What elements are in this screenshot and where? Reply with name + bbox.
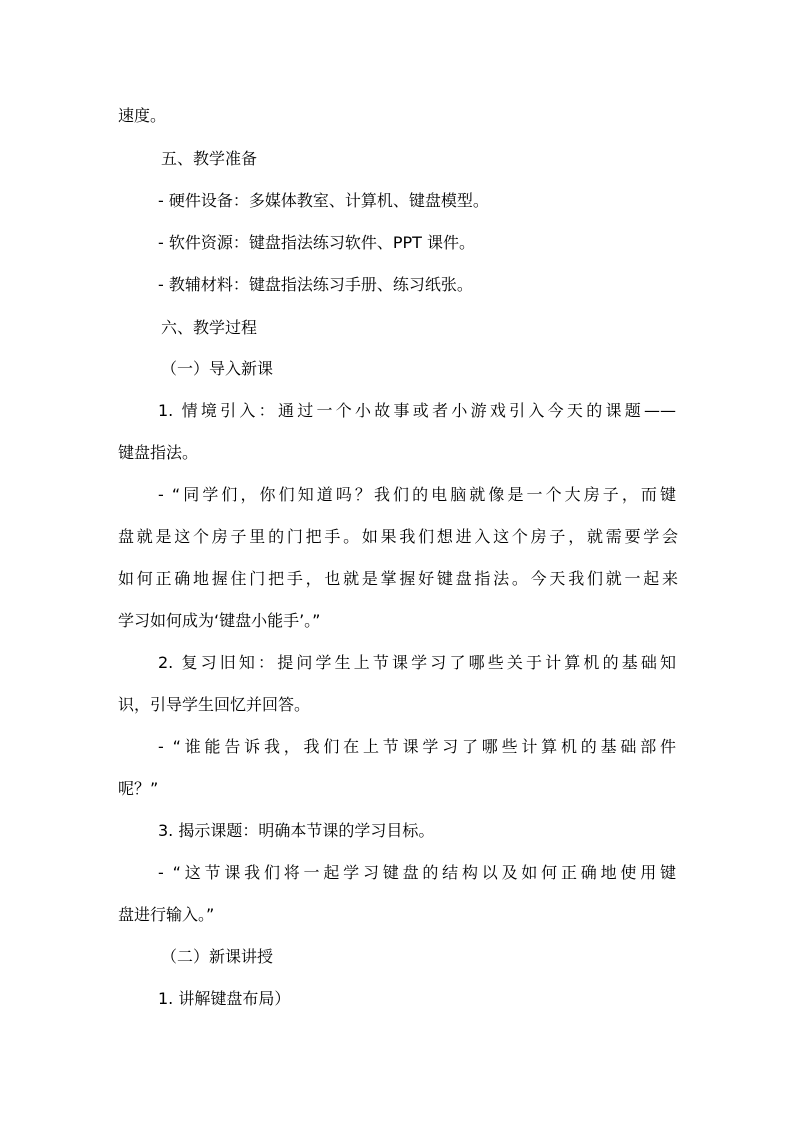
- subsection-heading-new-lesson: （二）新课讲授: [161, 947, 274, 966]
- quote-line: 学习如何成为‘键盘小能手’。”: [118, 611, 321, 630]
- section-heading-teaching-process: 六、教学过程: [161, 318, 258, 337]
- paragraph-line: 3. 揭示课题：明确本节课的学习目标。: [158, 821, 435, 840]
- quote-line: 呢？”: [118, 779, 159, 798]
- paragraph-line: 键盘指法。: [118, 443, 199, 462]
- quote-line: 盘进行输入。”: [118, 905, 215, 924]
- text-line-speed: 速度。: [118, 106, 167, 125]
- quote-line: - “谁能告诉我，我们在上节课学习了哪些计算机的基础部件: [158, 737, 676, 756]
- list-item-hardware: - 硬件设备：多媒体教室、计算机、键盘模型。: [158, 191, 489, 210]
- section-heading-teaching-preparation: 五、教学准备: [161, 149, 258, 168]
- quote-line: - “同学们，你们知道吗？我们的电脑就像是一个大房子，而键: [158, 485, 676, 504]
- quote-line: 盘就是这个房子里的门把手。如果我们想进入这个房子，就需要学会: [118, 527, 678, 546]
- quote-line: 如何正确地握住门把手，也就是掌握好键盘指法。今天我们就一起来: [118, 569, 678, 588]
- paragraph-line: 1. 情境引入：通过一个小故事或者小游戏引入今天的课题——: [158, 401, 676, 420]
- paragraph-line: 1. 讲解键盘布局）: [158, 989, 291, 1008]
- list-item-software: - 软件资源：键盘指法练习软件、PPT 课件。: [158, 233, 476, 252]
- list-item-materials: - 教辅材料：键盘指法练习手册、练习纸张。: [158, 275, 473, 294]
- paragraph-line: 识，引导学生回忆并回答。: [118, 695, 311, 714]
- subsection-heading-introduction: （一）导入新课: [161, 359, 274, 378]
- paragraph-line: 2. 复习旧知：提问学生上节课学习了哪些关于计算机的基础知: [158, 653, 676, 672]
- quote-line: - “这节课我们将一起学习键盘的结构以及如何正确地使用键: [158, 863, 676, 882]
